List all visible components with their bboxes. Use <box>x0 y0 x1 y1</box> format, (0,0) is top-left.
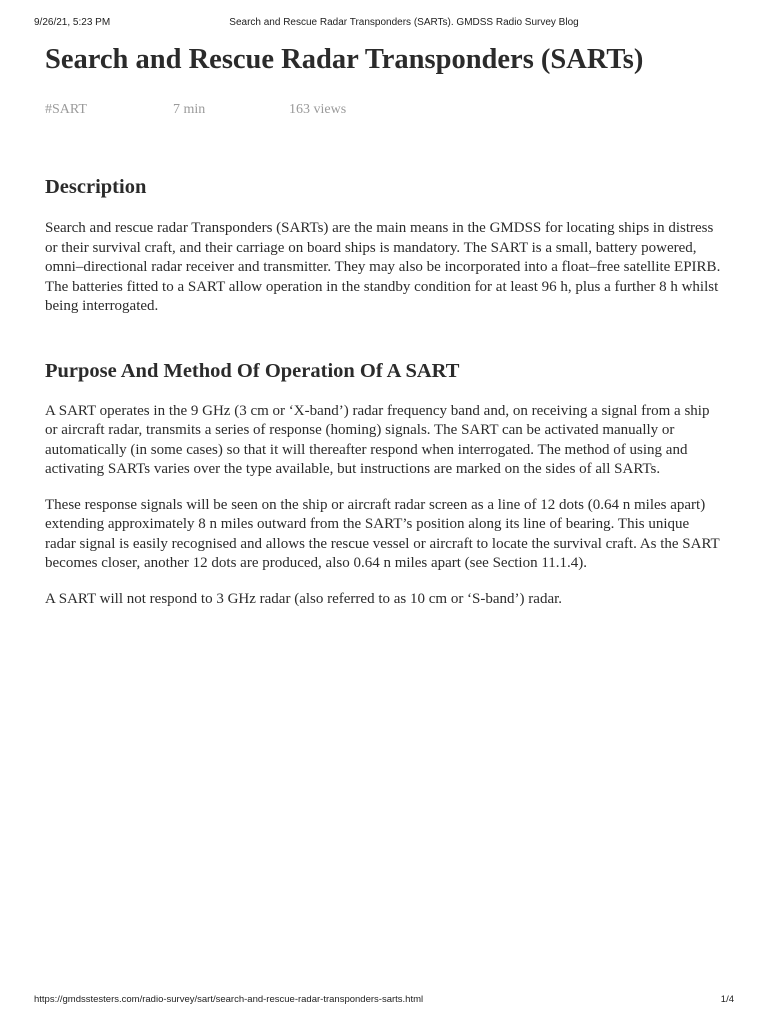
description-paragraph: Search and rescue radar Transponders (SARTs) are the main means in the GMDSS for locating ships in distress or their survival craft, and their carriage on board ships is mandatory. The SART is a small, battery powered, omni–directional radar receiver and transmitter. They may also be incorporated into a float–free satellite EPIRB. The batteries fitted to a SART allow operation in the standby condition for at least 96 h, plus a further 8 h whilst being interrogated. <box>45 220 721 314</box>
purpose-paragraph-3: A SART will not respond to 3 GHz radar (also referred to as 10 cm or ‘S-band’) radar. <box>45 590 563 607</box>
print-datetime: 9/26/21, 5:23 PM <box>34 17 111 28</box>
print-page-title: Search and Rescue Radar Transponders (SARTs). GMDSS Radio Survey Blog <box>229 17 579 28</box>
section-heading-purpose: Purpose And Method Of Operation Of A SART <box>45 359 460 382</box>
post-meta <box>45 102 723 122</box>
print-page-number: 1/4 <box>720 994 734 1005</box>
print-footer <box>34 994 734 1008</box>
post-title: Search and Rescue Radar Transponders (SARTs) <box>45 44 644 75</box>
read-time: 7 min <box>173 102 206 117</box>
post-tag-link[interactable]: #SART <box>45 102 87 117</box>
print-url-link[interactable]: https://gmdsstesters.com/radio-survey/sart/search-and-rescue-radar-transponders-sarts.html <box>34 994 424 1005</box>
article <box>45 40 723 609</box>
print-header <box>34 17 734 31</box>
view-count: 163 views <box>289 102 347 117</box>
purpose-paragraph-1: A SART operates in the 9 GHz (3 cm or ‘X-band’) radar frequency band and, on receiving a signal from a ship or aircraft radar, transmits a series of response (homing) signals. The SART can be activated manually or automatically (in some cases) so that it will thereafter respond when interrogated. The method of using and activating SARTs varies over the type available, but instructions are marked on the sides of all SARTs. <box>45 402 710 477</box>
section-heading-description: Description <box>45 176 147 198</box>
purpose-paragraph-2: These response signals will be seen on the ship or aircraft radar screen as a line of 12 dots (0.64 n miles apart) extending approximately 8 n miles outward from the SART’s position along its line of bearing. This unique radar signal is easily recognised and allows the rescue vessel or aircraft to locate the survival craft. As the SART becomes closer, another 12 dots are produced, also 0.64 n miles apart (see Section 11.1.4). <box>45 496 720 571</box>
